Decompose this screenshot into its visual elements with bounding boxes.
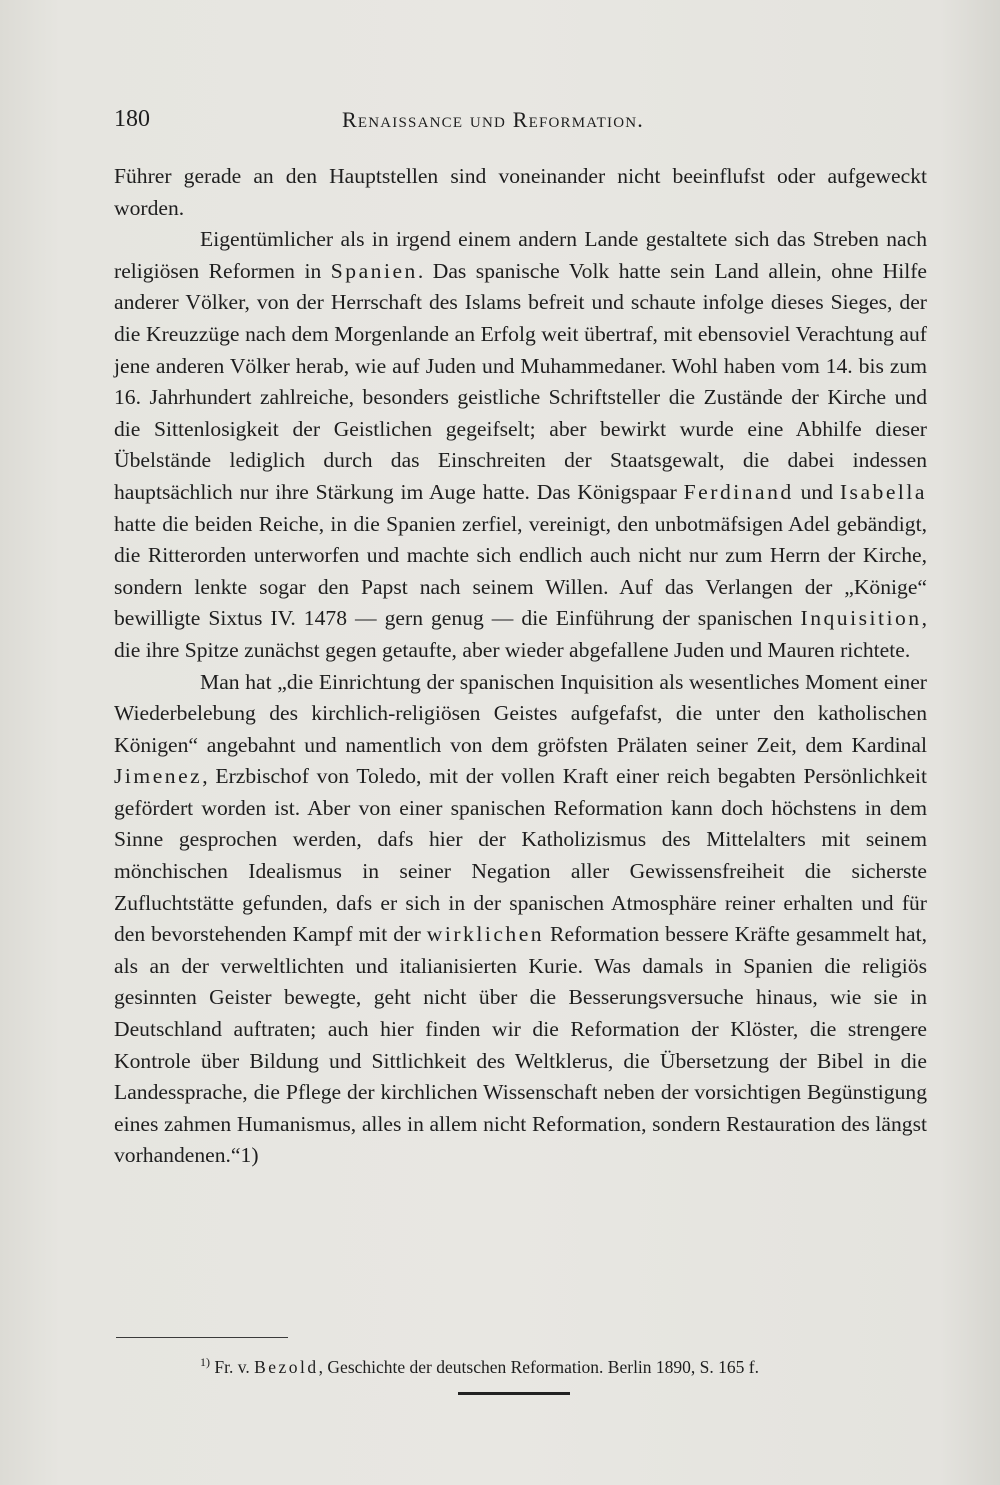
emphasis-isabella: Isabella xyxy=(839,479,928,504)
end-rule xyxy=(458,1392,570,1395)
text-run: Man hat „die Einrichtung der spanischen Inquisition als wesentliches Moment einer Wiederbelebung des kirchlich-religiösen Geistes aufgefafst, die unter den katholischen Königen“ angebahnt und namentlich von dem gröfsten Prälaten seiner Zeit, dem Kardinal xyxy=(114,669,927,757)
paragraph-3 xyxy=(114,667,927,1173)
running-head xyxy=(114,106,927,142)
footnote-reference[interactable]: 1) xyxy=(240,1143,259,1168)
text-run: , Erzbischof von Toledo, mit der vollen Kraft einer reich begabten Persönlichkeit gefördert worden ist. Aber von einer spanischen Reformation kann doch höchstens in dem Sinne gesprochen werden, dafs hier der Katholizismus des Mittelalters mit seinem mönchischen Idealismus in seiner Negation aller Gewissensfreiheit die sicherste Zufluchtstätte gefunden, dafs er sich in der spanischen Atmosphäre reiner erhalten und für den bevorstehenden Kampf mit der xyxy=(114,764,927,947)
footnote-text: Fr. v. xyxy=(210,1356,255,1377)
footnote-marker: 1) xyxy=(200,1355,210,1369)
paragraph-1: Führer gerade an den Hauptstellen sind voneinander nicht beeinflufst oder aufgeweckt worden. xyxy=(114,164,927,220)
emphasis-ferdinand: Ferdinand xyxy=(683,479,794,504)
emphasis-spanien: Spanien xyxy=(330,258,418,283)
text-run: hatte die beiden Reiche, in die Spanien zerfiel, vereinigt, den unbotmäfsigen Adel gebändigt, die Ritterorden unterworfen und machte sich endlich auch nicht nur zum Herrn der Kirche, sondern lenkte sogar den Papst nach seinem Willen. Auf das Verlangen der „Könige“ bewilligte Sixtus IV. 1478 — gern genug — die Einführung der spanischen xyxy=(114,511,927,631)
page-number: 180 xyxy=(114,106,150,132)
text-run: Reformation bessere Kräfte gesammelt hat, als an der verweltlichten und italianisierten Kurie. Was damals in Spanien die religiös gesinnten Geister bewegte, geht nicht über die Besserungsversuche hinaus, wie sie in Deutschland auftraten; auch hier finden wir die Reformation der Klöster, die strengere Kontrole über Bildung und Sittlichkeit des Weltklerus, die Übersetzung der Bibel in die Landessprache, die Pflege der kirchlichen Wissenschaft neben der vorsichtigen Begünstigung eines zahmen Humanismus, alles in allem nicht Reformation, sondern Restauration des längst vorhandenen.“ xyxy=(114,922,927,1168)
footnote-text: , Geschichte der deutschen Reformation. Berlin 1890, S. 165 f. xyxy=(318,1356,759,1377)
paragraph-2 xyxy=(114,224,927,666)
text-run: , die ihre Spitze zunächst gegen getaufte, aber wieder abgefallene Juden und Mauren richtete. xyxy=(114,606,927,662)
running-title: Renaissance und Reformation. xyxy=(342,107,644,132)
emphasis-jimenez: Jimenez xyxy=(114,764,203,789)
text-run: Eigentümlicher als in irgend einem andern Lande gestaltete sich das Streben nach religiösen Reformen in xyxy=(114,227,927,283)
footnote xyxy=(200,1350,900,1379)
text-run: und xyxy=(793,479,840,504)
footnote-divider xyxy=(116,1337,288,1338)
emphasis-inquisition: Inquisition xyxy=(800,606,922,631)
emphasis-wirklichen: wirklichen xyxy=(426,922,545,947)
footnote-author: Bezold xyxy=(254,1356,319,1377)
body-text xyxy=(114,161,927,1172)
text-run: . Das spanische Volk hatte sein Land allein, ohne Hilfe anderer Völker, von der Herrschaft des Islams befreit und schaute infolge dieses Sieges, der die Kreuzzüge nach dem Morgenlande an Erfolg weit übertraf, mit ebensoviel Verachtung auf jene anderen Völker herab, wie auf Juden und Muhammedaner. Wohl haben vom 14. bis zum 16. Jahrhundert zahlreiche, besonders geistliche Schriftsteller die Zustände der Kirche und die Sittenlosigkeit der Geistlichen gegeifselt; aber bewirkt wurde eine Abhilfe dieser Übelstände lediglich durch das Einschreiten der Staatsgewalt, die dabei indessen hauptsächlich nur ihre Stärkung im Auge hatte. Das Königspaar xyxy=(114,258,927,504)
